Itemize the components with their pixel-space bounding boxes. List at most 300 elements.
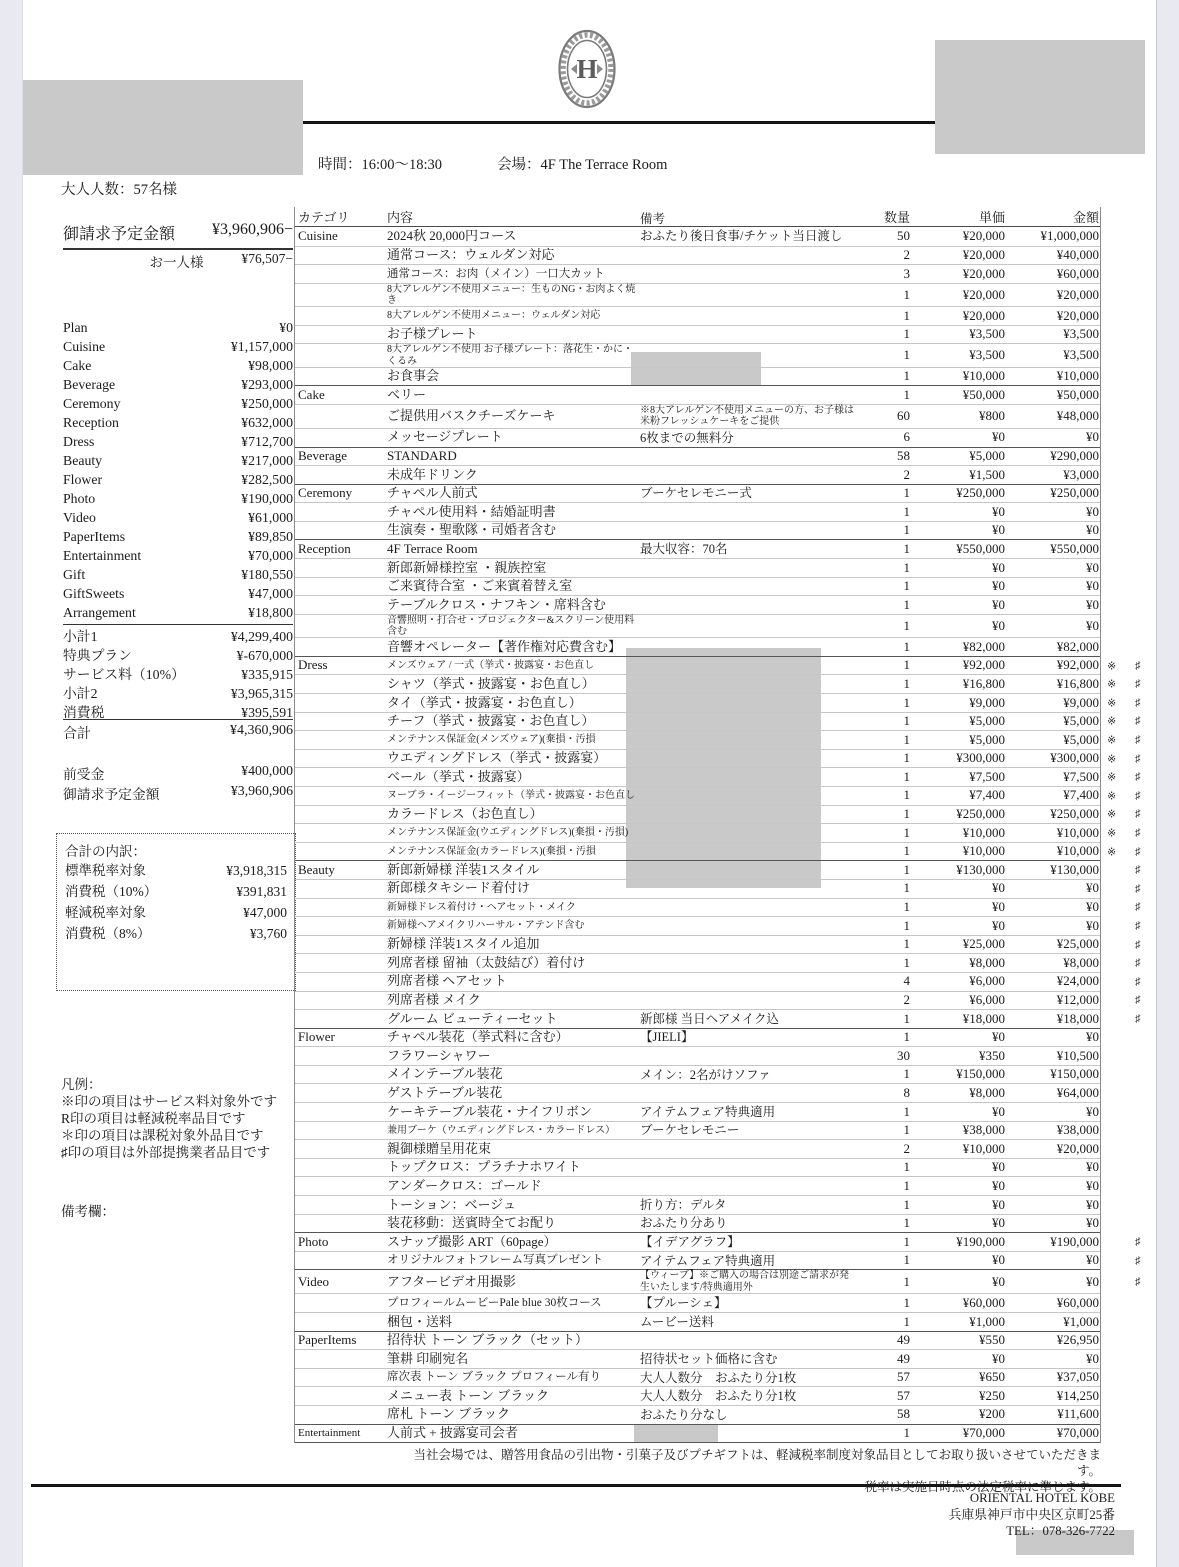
header-qty: 数量 bbox=[883, 210, 910, 226]
row-quantity: 1 bbox=[903, 1294, 910, 1310]
redacted-client-info-block bbox=[23, 80, 303, 175]
row-amount: ¥20,000 bbox=[1056, 307, 1099, 323]
row-quantity: 2 bbox=[903, 466, 910, 482]
row-amount: ¥0 bbox=[1086, 1350, 1099, 1366]
row-description: アンダークロス：ゴールド bbox=[387, 1177, 542, 1193]
summary-row bbox=[63, 356, 293, 375]
row-quantity: 49 bbox=[897, 1332, 910, 1348]
summary-row bbox=[63, 603, 293, 622]
row-quantity: 1 bbox=[903, 880, 910, 896]
table-row bbox=[295, 1386, 1100, 1405]
row-note: 最大収容：70名 bbox=[640, 542, 728, 557]
summary-row bbox=[63, 665, 293, 684]
row-unit-price: ¥10,000 bbox=[962, 1140, 1005, 1156]
row-quantity: 1 bbox=[903, 768, 910, 784]
billing-expected-line bbox=[63, 783, 293, 803]
category-label: Cake bbox=[63, 358, 92, 373]
row-description: 音響照明・打合せ・プロジェクター&スクリーン使用料含む bbox=[387, 614, 635, 638]
row-description: 新郎新婦様 洋装1スタイル bbox=[387, 861, 540, 877]
remarks-label: 備考欄： bbox=[61, 1204, 115, 1219]
row-description: ウエディングドレス（挙式・披露宴） bbox=[387, 750, 607, 766]
row-amount: ¥48,000 bbox=[1056, 408, 1099, 424]
row-note: ブーケセレモニー bbox=[640, 1123, 740, 1138]
row-unit-price: ¥3,500 bbox=[969, 326, 1005, 342]
billing2-label: 御請求予定金額 bbox=[63, 787, 160, 802]
service-fee-exempt-mark: ※ bbox=[1107, 790, 1117, 803]
table-row bbox=[295, 786, 1141, 805]
row-description: チャペル装花（挙式料に含む） bbox=[387, 1029, 569, 1045]
row-quantity: 3 bbox=[903, 265, 910, 281]
row-unit-price: ¥9,000 bbox=[969, 694, 1005, 710]
row-amount: ¥37,050 bbox=[1056, 1369, 1099, 1385]
summary-row bbox=[65, 923, 287, 944]
table-row bbox=[295, 1251, 1141, 1270]
row-quantity: 1 bbox=[903, 540, 910, 556]
table-header-row bbox=[295, 207, 1100, 227]
row-unit-price: ¥550 bbox=[979, 1332, 1005, 1348]
table-row bbox=[295, 558, 1100, 577]
row-quantity: 6 bbox=[903, 429, 910, 445]
external-vendor-mark: ♯ bbox=[1135, 678, 1141, 691]
table-row bbox=[295, 1293, 1100, 1312]
summary-row bbox=[65, 902, 287, 923]
row-quantity: 57 bbox=[897, 1387, 910, 1403]
row-unit-price: ¥0 bbox=[992, 880, 1005, 896]
row-quantity: 1 bbox=[903, 861, 910, 877]
row-unit-price: ¥200 bbox=[979, 1406, 1005, 1422]
header-content: 内容 bbox=[387, 210, 414, 226]
table-row bbox=[295, 879, 1141, 898]
subtotal-amount: ¥3,965,315 bbox=[230, 686, 293, 701]
category-label: PaperItems bbox=[63, 529, 126, 544]
table-row bbox=[295, 1368, 1100, 1387]
row-amount: ¥10,000 bbox=[1056, 824, 1099, 840]
row-amount: ¥3,000 bbox=[1063, 466, 1099, 482]
row-unit-price: ¥0 bbox=[992, 429, 1005, 445]
category-amount: ¥712,700 bbox=[241, 434, 293, 449]
row-quantity: 1 bbox=[903, 675, 910, 691]
category-amount: ¥250,000 bbox=[241, 396, 293, 411]
subtotal-label: 消費税 bbox=[63, 705, 105, 720]
category-amount: ¥217,000 bbox=[241, 453, 293, 468]
table-row bbox=[295, 1158, 1100, 1177]
row-description: 新婦様ヘアメイクリハーサル・アテンド含む bbox=[387, 920, 585, 932]
row-amount: ¥290,000 bbox=[1050, 448, 1099, 464]
row-unit-price: ¥130,000 bbox=[956, 861, 1005, 877]
table-row bbox=[295, 385, 1100, 404]
row-unit-price: ¥70,000 bbox=[962, 1425, 1005, 1441]
row-amount: ¥25,000 bbox=[1056, 936, 1099, 952]
row-quantity: 58 bbox=[897, 448, 910, 464]
row-quantity: 8 bbox=[903, 1084, 910, 1100]
category-label: Ceremony bbox=[63, 396, 121, 411]
row-unit-price: ¥0 bbox=[992, 522, 1005, 538]
advance-value: ¥400,000 bbox=[241, 763, 293, 778]
row-category: Cake bbox=[298, 386, 325, 402]
row-unit-price: ¥0 bbox=[992, 1159, 1005, 1175]
table-body bbox=[295, 227, 1141, 1443]
event-venue: 会場：4F The Terrace Room bbox=[497, 157, 668, 173]
row-description: 新郎様タキシード着付け bbox=[387, 880, 530, 896]
row-amount: ¥8,000 bbox=[1063, 954, 1099, 970]
table-row bbox=[295, 693, 1141, 712]
external-vendor-mark: ♯ bbox=[1135, 882, 1141, 895]
estimate-table bbox=[294, 207, 1141, 1443]
per-person-value: ¥76,507− bbox=[241, 251, 293, 266]
row-description: STANDARD bbox=[387, 448, 457, 464]
row-note: メイン：2名がけソファ bbox=[640, 1067, 771, 1082]
row-description: 4F Terrace Room bbox=[387, 540, 478, 556]
row-note: 【ウィーブ】※ご購入の場合は別途ご請求が発生いたします/特典適用外 bbox=[640, 1270, 849, 1293]
row-amount: ¥0 bbox=[1086, 917, 1099, 933]
row-unit-price: ¥20,000 bbox=[962, 286, 1005, 302]
row-description: 列席者様 ヘアセット bbox=[387, 973, 507, 989]
subtotal-label: 小計1 bbox=[63, 629, 98, 644]
table-row bbox=[295, 972, 1141, 991]
service-fee-exempt-mark: ※ bbox=[1107, 715, 1117, 728]
external-vendor-mark: ♯ bbox=[1135, 808, 1141, 821]
table-row bbox=[295, 1139, 1100, 1158]
category-amount: ¥1,157,000 bbox=[230, 339, 293, 354]
row-unit-price: ¥0 bbox=[992, 917, 1005, 933]
row-description: タイ（挙式・披露宴・お色直し） bbox=[387, 694, 582, 710]
row-unit-price: ¥1,500 bbox=[969, 466, 1005, 482]
row-quantity: 1 bbox=[903, 694, 910, 710]
row-description: グルーム ビューティーセット bbox=[387, 1010, 558, 1026]
summary-row bbox=[63, 627, 293, 646]
estimated-billing-total bbox=[63, 221, 293, 250]
row-category: Cuisine bbox=[298, 228, 338, 244]
service-fee-exempt-mark: ※ bbox=[1107, 753, 1117, 766]
external-vendor-mark: ♯ bbox=[1135, 1275, 1141, 1288]
category-amount: ¥293,000 bbox=[241, 377, 293, 392]
row-description: トーション：ベージュ bbox=[387, 1196, 516, 1212]
row-quantity: 1 bbox=[903, 750, 910, 766]
summary-row bbox=[63, 527, 293, 546]
row-quantity: 1 bbox=[903, 596, 910, 612]
external-vendor-mark: ♯ bbox=[1135, 1012, 1141, 1025]
row-amount: ¥190,000 bbox=[1050, 1233, 1099, 1249]
row-quantity: 1 bbox=[903, 1122, 910, 1138]
category-label: Flower bbox=[63, 472, 103, 487]
tax-breakdown-box bbox=[56, 833, 296, 991]
tax-breakdown-title: 合計の内訳： bbox=[65, 844, 146, 859]
service-fee-exempt-mark: ※ bbox=[1107, 808, 1117, 821]
row-description: 席札 トーン ブラック bbox=[387, 1406, 510, 1422]
external-vendor-mark: ♯ bbox=[1135, 696, 1141, 709]
row-quantity: 1 bbox=[903, 1252, 910, 1268]
row-description: 新婦様 洋装1スタイル追加 bbox=[387, 936, 540, 952]
row-description: 8大アレルゲン不使用 お子様プレート：落花生・かに・くるみ bbox=[387, 344, 634, 367]
tax-label: 軽減税率対象 bbox=[65, 905, 146, 920]
row-unit-price: ¥5,000 bbox=[969, 713, 1005, 729]
row-amount: ¥0 bbox=[1086, 1215, 1099, 1231]
category-amount: ¥0 bbox=[279, 320, 293, 335]
category-amount: ¥89,850 bbox=[248, 529, 293, 544]
row-quantity: 1 bbox=[903, 824, 910, 840]
hotel-crest-logo bbox=[557, 28, 617, 110]
svg-text:H: H bbox=[576, 54, 598, 84]
row-description: 親御様贈呈用花束 bbox=[387, 1140, 492, 1156]
subtotal-label: 特典プラン bbox=[63, 648, 132, 663]
row-note: おふたり分なし bbox=[640, 1407, 728, 1422]
row-unit-price: ¥10,000 bbox=[962, 824, 1005, 840]
redacted-header-right-block bbox=[935, 40, 1145, 154]
billing-value: ¥3,960,906− bbox=[211, 221, 293, 238]
summary-row bbox=[63, 646, 293, 665]
row-category: PaperItems bbox=[298, 1332, 357, 1348]
row-amount: ¥60,000 bbox=[1056, 1294, 1099, 1310]
table-row bbox=[295, 367, 1100, 386]
row-unit-price: ¥50,000 bbox=[962, 386, 1005, 402]
row-description: メンテナンス保証金(カラードレス)(棄損・汚損 bbox=[387, 845, 596, 857]
row-amount: ¥0 bbox=[1086, 559, 1099, 575]
table-row bbox=[295, 1102, 1100, 1121]
legend-block bbox=[61, 1076, 277, 1161]
row-amount: ¥0 bbox=[1086, 1252, 1099, 1268]
row-unit-price: ¥0 bbox=[992, 1252, 1005, 1268]
tax-breakdown-rows bbox=[65, 860, 287, 944]
category-amount: ¥190,000 bbox=[241, 491, 293, 506]
tax-amount: ¥3,760 bbox=[249, 926, 287, 941]
row-description: 兼用ブーケ（ウエディングドレス・カラードレス） bbox=[387, 1124, 616, 1136]
table-row bbox=[295, 842, 1141, 861]
row-note: おふたり分あり bbox=[640, 1216, 728, 1231]
table-row bbox=[295, 539, 1100, 558]
advance-label: 前受金 bbox=[63, 767, 105, 782]
row-unit-price: ¥250,000 bbox=[956, 806, 1005, 822]
service-fee-exempt-mark: ※ bbox=[1107, 846, 1117, 859]
row-note: 【JIELI】 bbox=[640, 1030, 694, 1045]
row-description: ゲストテーブル装花 bbox=[387, 1084, 503, 1100]
category-amount: ¥632,000 bbox=[241, 415, 293, 430]
subtotal-amount: ¥395,591 bbox=[241, 705, 293, 720]
row-description: ご来賓待合室 ・ご来賓着替え室 bbox=[387, 578, 573, 594]
row-description: 通常コース：お肉（メイン）一口大カット bbox=[387, 267, 605, 280]
row-category: Reception bbox=[298, 540, 351, 556]
row-amount: ¥1,000,000 bbox=[1040, 228, 1099, 244]
row-amount: ¥10,000 bbox=[1056, 368, 1099, 384]
row-unit-price: ¥8,000 bbox=[969, 1084, 1005, 1100]
tax-amount: ¥391,831 bbox=[236, 884, 287, 899]
external-vendor-mark: ♯ bbox=[1135, 901, 1141, 914]
row-quantity: 1 bbox=[903, 578, 910, 594]
row-amount: ¥10,000 bbox=[1056, 843, 1099, 859]
row-amount: ¥24,000 bbox=[1056, 973, 1099, 989]
table-row bbox=[295, 1046, 1100, 1065]
row-quantity: 1 bbox=[903, 368, 910, 384]
header-category: カテゴリ bbox=[298, 210, 350, 226]
row-description: カラードレス（お色直し） bbox=[387, 806, 543, 822]
category-label: Plan bbox=[63, 320, 88, 335]
row-amount: ¥550,000 bbox=[1050, 540, 1099, 556]
row-description: チャペル人前式 bbox=[387, 485, 478, 501]
row-amount: ¥82,000 bbox=[1056, 638, 1099, 654]
row-quantity: 2 bbox=[903, 247, 910, 263]
table-row bbox=[295, 898, 1141, 917]
row-unit-price: ¥7,400 bbox=[969, 787, 1005, 803]
row-quantity: 1 bbox=[903, 1066, 910, 1082]
row-description: ベリー bbox=[387, 386, 427, 402]
row-unit-price: ¥18,000 bbox=[962, 1010, 1005, 1026]
table-row bbox=[295, 306, 1100, 325]
row-unit-price: ¥0 bbox=[992, 559, 1005, 575]
tax-amount: ¥3,918,315 bbox=[226, 863, 287, 878]
row-quantity: 2 bbox=[903, 1140, 910, 1156]
row-description: テーブルクロス・ナフキン・席料含む bbox=[387, 596, 606, 612]
row-unit-price: ¥0 bbox=[992, 1196, 1005, 1212]
row-unit-price: ¥1,000 bbox=[969, 1313, 1005, 1329]
row-amount: ¥0 bbox=[1086, 1159, 1099, 1175]
summary-row bbox=[63, 413, 293, 432]
category-label: Photo bbox=[63, 491, 96, 506]
row-unit-price: ¥150,000 bbox=[956, 1066, 1005, 1082]
row-unit-price: ¥250 bbox=[979, 1387, 1005, 1403]
table-row bbox=[295, 577, 1100, 596]
row-description: チャペル使用料・結婚証明書 bbox=[387, 503, 556, 519]
header-amount: 金額 bbox=[1072, 210, 1099, 226]
subtotal-amount: ¥-670,000 bbox=[236, 648, 293, 663]
row-quantity: 50 bbox=[897, 228, 910, 244]
row-quantity: 1 bbox=[903, 286, 910, 302]
row-amount: ¥300,000 bbox=[1050, 750, 1099, 766]
row-unit-price: ¥6,000 bbox=[969, 973, 1005, 989]
row-unit-price: ¥92,000 bbox=[962, 657, 1005, 673]
row-note: 6枚までの無料分 bbox=[640, 430, 734, 445]
row-unit-price: ¥6,000 bbox=[969, 992, 1005, 1008]
row-unit-price: ¥0 bbox=[992, 617, 1005, 633]
row-amount: ¥250,000 bbox=[1050, 806, 1099, 822]
row-amount: ¥10,500 bbox=[1056, 1047, 1099, 1063]
row-description: フラワーシャワー bbox=[387, 1047, 491, 1063]
row-amount: ¥0 bbox=[1086, 1103, 1099, 1119]
row-category: Beverage bbox=[298, 448, 348, 464]
table-row bbox=[295, 916, 1141, 935]
table-row bbox=[295, 1269, 1141, 1293]
table-row bbox=[295, 860, 1141, 879]
row-unit-price: ¥0 bbox=[992, 1350, 1005, 1366]
row-description: 列席者様 留袖（太鼓結び）着付け bbox=[387, 954, 586, 970]
table-row bbox=[295, 1176, 1100, 1195]
row-unit-price: ¥190,000 bbox=[956, 1233, 1005, 1249]
row-quantity: 1 bbox=[903, 1177, 910, 1193]
row-note: ムービー送料 bbox=[640, 1314, 714, 1329]
tax-label: 消費税（8%） bbox=[65, 926, 151, 941]
external-vendor-mark: ♯ bbox=[1135, 975, 1141, 988]
external-vendor-mark: ♯ bbox=[1135, 845, 1141, 858]
row-description: ベール（挙式・披露宴） bbox=[387, 768, 530, 784]
row-note: おふたり後日食事/チケット当日渡し bbox=[640, 229, 843, 244]
external-vendor-mark: ♯ bbox=[1135, 752, 1141, 765]
service-fee-exempt-mark: ※ bbox=[1107, 827, 1117, 840]
row-quantity: 1 bbox=[903, 657, 910, 673]
legend-line: R印の項目は軽減税率品目です bbox=[61, 1111, 246, 1126]
row-unit-price: ¥350 bbox=[979, 1047, 1005, 1063]
row-unit-price: ¥5,000 bbox=[969, 448, 1005, 464]
legend-line: ＊印の項目は課税対象外品目です bbox=[61, 1128, 264, 1143]
hotel-tel: TEL：078-326-7722 bbox=[1006, 1524, 1115, 1538]
row-quantity: 60 bbox=[897, 408, 910, 424]
total-value: ¥4,360,906 bbox=[230, 723, 293, 738]
subtotal-label: 小計2 bbox=[63, 686, 98, 701]
row-quantity: 1 bbox=[903, 347, 910, 363]
category-label: Cuisine bbox=[63, 339, 106, 354]
row-description: 人前式 + 披露宴司会者 bbox=[387, 1425, 518, 1441]
summary-row bbox=[63, 508, 293, 527]
row-quantity: 1 bbox=[903, 1196, 910, 1212]
row-unit-price: ¥20,000 bbox=[962, 228, 1005, 244]
row-note: ブーケセレモニー式 bbox=[640, 486, 752, 501]
row-description: メニュー表 トーン ブラック bbox=[387, 1387, 549, 1403]
service-fee-exempt-mark: ※ bbox=[1107, 660, 1117, 673]
legend-lines bbox=[61, 1093, 277, 1161]
row-quantity: 1 bbox=[903, 522, 910, 538]
hotel-name: ORIENTAL HOTEL KOBE bbox=[969, 1491, 1115, 1505]
row-quantity: 1 bbox=[903, 936, 910, 952]
row-description: 新郎新婦様控室 ・親族控室 bbox=[387, 559, 547, 575]
external-vendor-mark: ♯ bbox=[1135, 659, 1141, 672]
row-description: 筆耕 印刷宛名 bbox=[387, 1350, 469, 1366]
row-description: 席次表 トーン ブラック プロフィール有り bbox=[387, 1371, 602, 1384]
row-description: チーフ（挙式・披露宴・お色直し） bbox=[387, 713, 595, 729]
category-amount: ¥70,000 bbox=[248, 548, 293, 563]
table-row bbox=[295, 484, 1100, 503]
row-quantity: 1 bbox=[903, 638, 910, 654]
row-unit-price: ¥800 bbox=[979, 408, 1005, 424]
row-amount: ¥0 bbox=[1086, 578, 1099, 594]
row-amount: ¥38,000 bbox=[1056, 1122, 1099, 1138]
row-unit-price: ¥0 bbox=[992, 1273, 1005, 1289]
subtotal-list bbox=[63, 624, 293, 722]
table-row bbox=[295, 656, 1141, 675]
external-vendor-mark: ♯ bbox=[1135, 771, 1141, 784]
row-amount: ¥20,000 bbox=[1056, 1140, 1099, 1156]
row-unit-price: ¥10,000 bbox=[962, 368, 1005, 384]
row-quantity: 1 bbox=[903, 1425, 910, 1441]
table-row bbox=[295, 502, 1100, 521]
row-unit-price: ¥20,000 bbox=[962, 247, 1005, 263]
category-amount: ¥282,500 bbox=[241, 472, 293, 487]
tax-label: 消費税（10%） bbox=[65, 884, 158, 899]
row-amount: ¥3,500 bbox=[1063, 347, 1099, 363]
row-quantity: 49 bbox=[897, 1350, 910, 1366]
table-row bbox=[295, 1349, 1100, 1368]
row-quantity: 1 bbox=[903, 503, 910, 519]
external-vendor-mark: ♯ bbox=[1135, 826, 1141, 839]
category-subtotal-list bbox=[63, 318, 293, 622]
external-vendor-mark: ♯ bbox=[1135, 994, 1141, 1007]
row-amount: ¥0 bbox=[1086, 1029, 1099, 1045]
row-amount: ¥0 bbox=[1086, 880, 1099, 896]
summary-row bbox=[63, 318, 293, 337]
summary-row bbox=[65, 881, 287, 902]
row-unit-price: ¥16,800 bbox=[962, 675, 1005, 691]
row-unit-price: ¥0 bbox=[992, 1215, 1005, 1231]
service-fee-exempt-mark: ※ bbox=[1107, 678, 1117, 691]
category-label: Beauty bbox=[63, 453, 103, 468]
row-category: Flower bbox=[298, 1029, 335, 1045]
table-row bbox=[295, 991, 1141, 1010]
table-row bbox=[295, 404, 1100, 428]
legend-line: ※印の項目はサービス料対象外です bbox=[61, 1094, 277, 1109]
row-unit-price: ¥82,000 bbox=[962, 638, 1005, 654]
row-unit-price: ¥0 bbox=[992, 503, 1005, 519]
external-vendor-mark: ♯ bbox=[1135, 938, 1141, 951]
row-quantity: 1 bbox=[903, 307, 910, 323]
external-vendor-mark: ♯ bbox=[1135, 1254, 1141, 1267]
row-amount: ¥0 bbox=[1086, 503, 1099, 519]
row-category: Beauty bbox=[298, 861, 335, 877]
